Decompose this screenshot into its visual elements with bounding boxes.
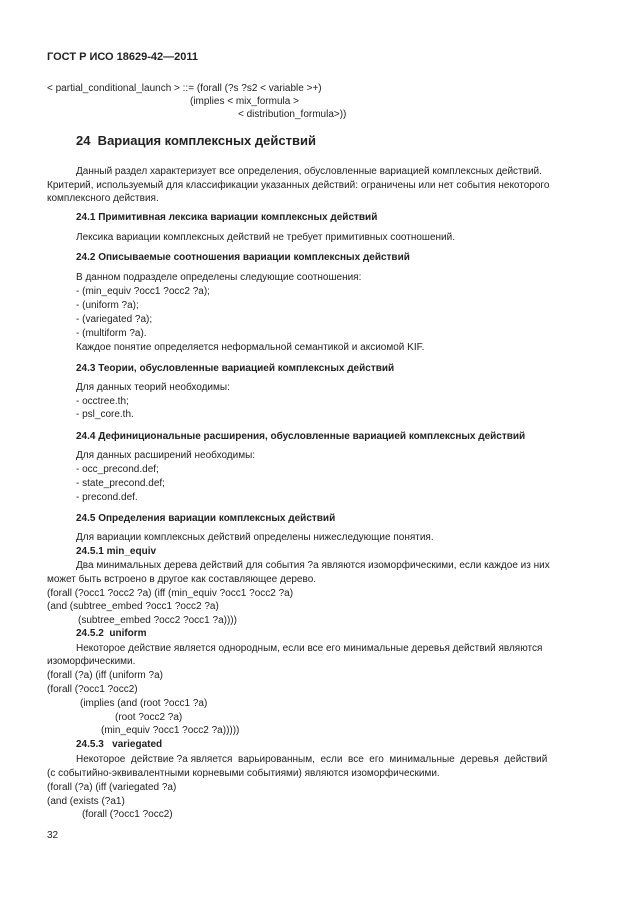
launch-line-3: < distribution_formula>)) [238, 109, 347, 120]
list-item: - occ_precond.def; [76, 464, 159, 475]
clause-24-5-1-title: 24.5.1 min_equiv [76, 546, 157, 557]
kif-line: (forall (?a) (iff (variegated ?a) [47, 782, 177, 793]
kif-line: (forall (?occ1 ?occ2) [82, 809, 173, 820]
section-title: 24 Вариация комплексных действий [76, 133, 316, 148]
kif-line: (subtree_embed ?occ2 ?occ1 ?a)))) [78, 615, 237, 626]
clause-24-5-1-text-2: может быть встроено в другое как составляющее дерево. [47, 574, 317, 585]
list-item: - precond.def. [76, 492, 138, 503]
document-header: ГОСТ Р ИСО 18629-42—2011 [47, 51, 199, 63]
kif-line: (implies (and (root ?occ1 ?a) [80, 698, 208, 709]
clause-24-5-3-title: 24.5.3 variegated [76, 739, 163, 750]
clause-24-5-3-text-2: (с событийно-эквивалентными корневыми событиями) являются изоморфическими. [47, 768, 440, 779]
kif-line: (forall (?a) (iff (uniform ?a) [47, 670, 163, 681]
subsection-24-3-title: 24.3 Теории, обусловленные вариацией комплексных действий [76, 363, 395, 374]
subsection-24-2-intro: В данном подразделе определены следующие соотношения: [76, 272, 362, 283]
clause-24-5-2-title: 24.5.2 uniform [76, 628, 147, 639]
list-item: - (variegated ?a); [76, 314, 153, 325]
intro-line-1: Данный раздел характеризует все определения, обусловленные вариацией комплексных действий. [76, 166, 542, 177]
list-item: - state_precond.def; [76, 478, 165, 489]
clause-24-5-1-text-1: Два минимальных дерева действий для события ?a являются изоморфическими, если каждое из них [76, 560, 550, 571]
subsection-24-1-title: 24.1 Примитивная лексика вариации комплексных действий [76, 212, 378, 223]
kif-line: (root ?occ2 ?a) [115, 712, 183, 723]
page-number: 32 [47, 830, 59, 841]
kif-line: (and (exists (?a1) [47, 796, 125, 807]
list-item: - occtree.th; [76, 396, 129, 407]
launch-line-2: (implies < mix_formula > [190, 96, 299, 107]
intro-line-3: комплексного действия. [47, 193, 159, 204]
subsection-24-4-title: 24.4 Дефинициональные расширения, обусловленные вариацией комплексных действий [76, 431, 526, 442]
subsection-24-5-intro: Для вариации комплексных действий определены нижеследующие понятия. [76, 532, 434, 543]
clause-24-5-2-text-1: Некоторое действие является однородным, если все его минимальные деревья действий являются [76, 643, 543, 654]
subsection-24-2-outro: Каждое понятие определяется неформальной семантикой и аксиомой KIF. [76, 342, 425, 353]
list-item: - (min_equiv ?occ1 ?occ2 ?a); [76, 286, 210, 297]
kif-line: (and (subtree_embed ?occ1 ?occ2 ?a) [47, 601, 219, 612]
list-item: - (multiform ?a). [76, 328, 147, 339]
launch-line-1: < partial_conditional_launch > ::= (forall (?s ?s2 < variable >+) [47, 83, 322, 94]
subsection-24-3-intro: Для данных теорий необходимы: [76, 382, 230, 393]
kif-line: (min_equiv ?occ1 ?occ2 ?a))))) [101, 725, 240, 736]
kif-line: (forall (?occ1 ?occ2 ?a) (iff (min_equiv ?occ1 ?occ2 ?a) [47, 588, 294, 599]
subsection-24-1-text: Лексика вариации комплексных действий не требует примитивных соотношений. [76, 232, 455, 243]
clause-24-5-3-text-1: Некоторое действие ?a является варьированным, если все его минимальные деревья действий [76, 754, 548, 765]
list-item: - (uniform ?a); [76, 300, 139, 311]
subsection-24-4-intro: Для данных расширений необходимы: [76, 450, 256, 461]
intro-line-2: Критерий, используемый для классификации указанных действий: ограничены или нет события некоторого [47, 180, 550, 191]
subsection-24-2-title: 24.2 Описываемые соотношения вариации комплексных действий [76, 252, 410, 263]
clause-24-5-2-text-2: изоморфическими. [47, 656, 136, 667]
list-item: - psl_core.th. [76, 409, 134, 420]
subsection-24-5-title: 24.5 Определения вариации комплексных действий [76, 513, 336, 524]
kif-line: (forall (?occ1 ?occ2) [47, 684, 138, 695]
